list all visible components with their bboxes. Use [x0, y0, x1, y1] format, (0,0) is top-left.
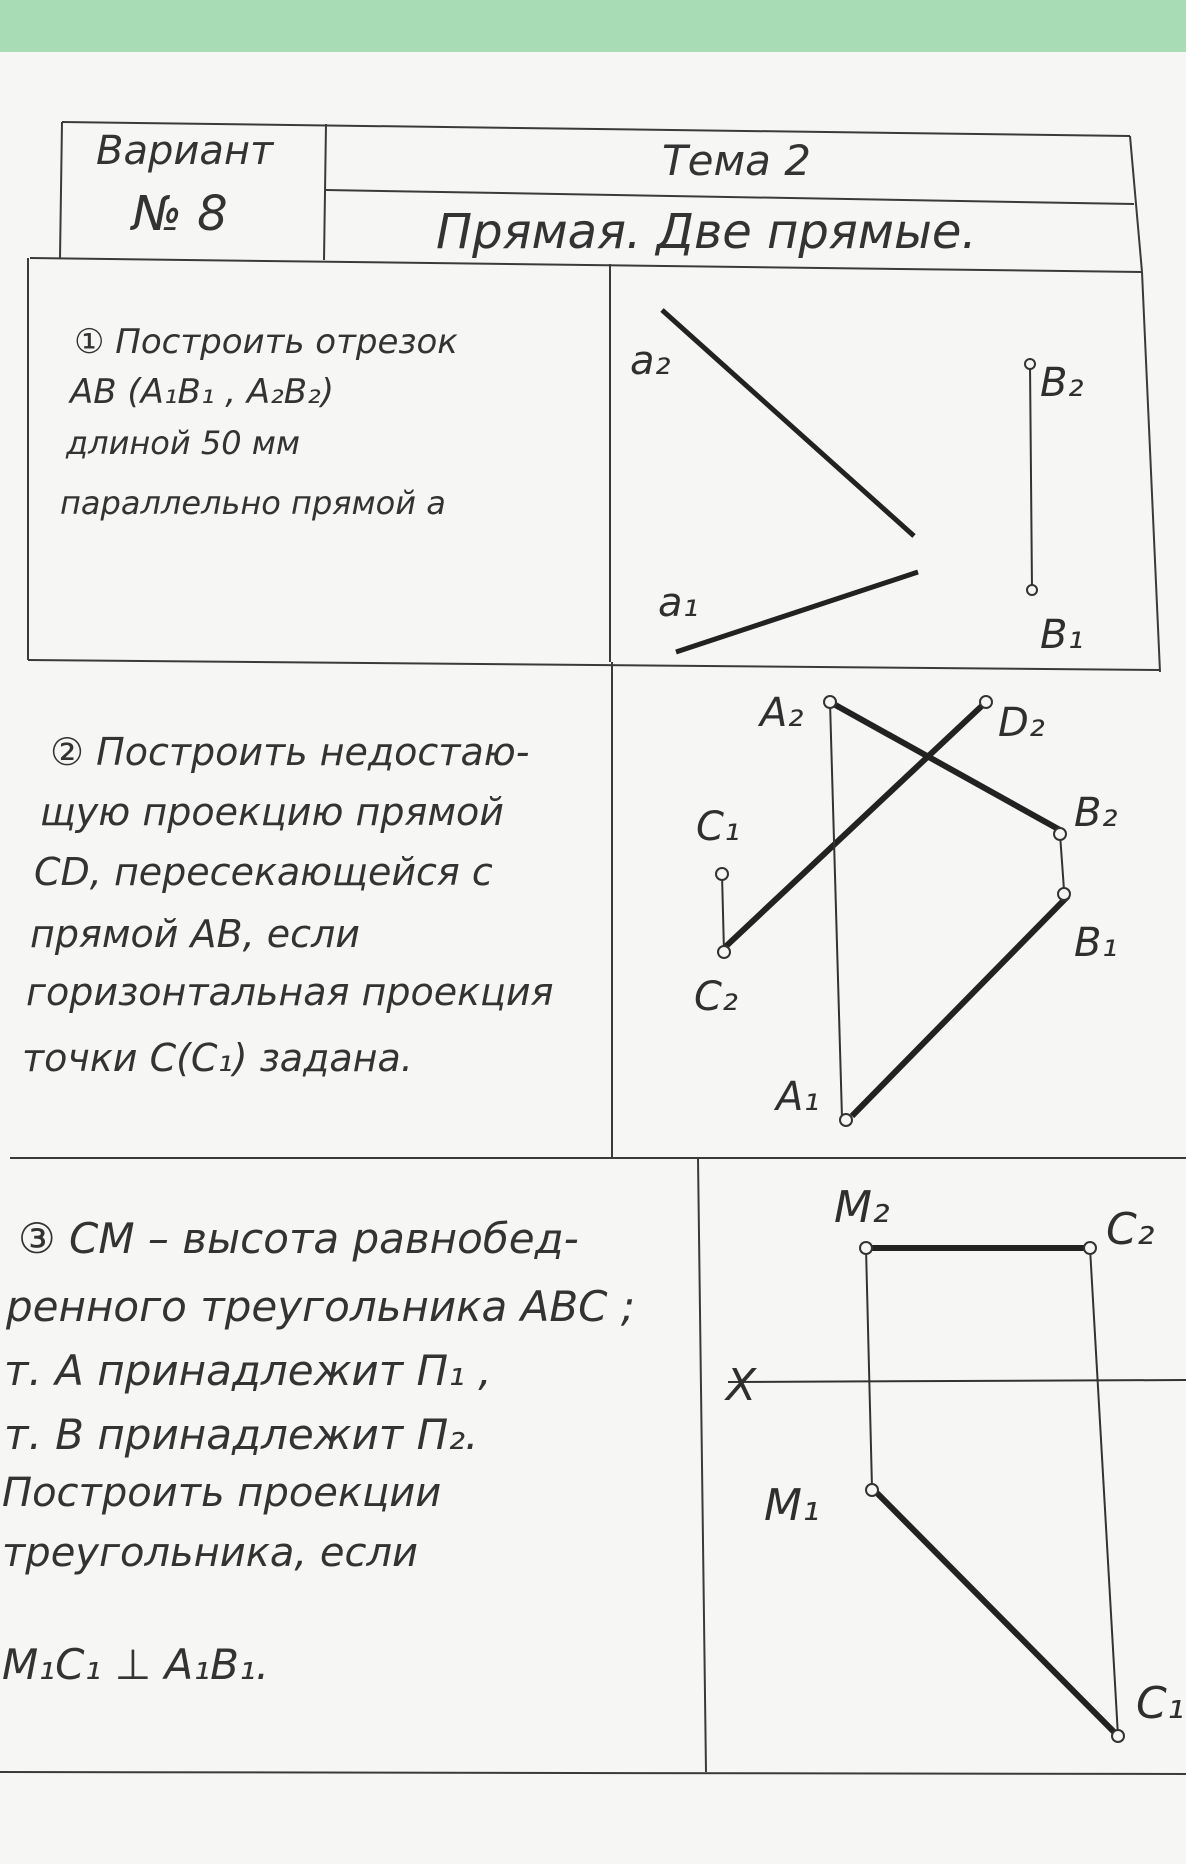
header-mid-line — [326, 190, 1134, 204]
label-C1: C₁ — [696, 804, 740, 850]
label-M2: M₂ — [834, 1182, 890, 1233]
task2-diagram — [694, 690, 1117, 1126]
task1-line-1: ① Построить отрезок — [74, 322, 458, 362]
task3-diagram — [724, 1182, 1186, 1742]
label-B2: B₂ — [1074, 790, 1118, 836]
line-A1B1 — [852, 896, 1068, 1116]
point-B1 — [1027, 585, 1037, 595]
label-C1: C₁ — [1136, 1678, 1185, 1729]
link-B2-B1 — [1060, 834, 1064, 890]
link-A2-A1 — [830, 702, 842, 1118]
task2-line-3: CD, пересекающейся с — [34, 850, 493, 894]
label-D2: D₂ — [998, 700, 1045, 746]
task3-line-6: треугольника, если — [2, 1530, 419, 1576]
variant-number: № 8 — [132, 186, 228, 242]
link-B2-B1 — [1030, 364, 1032, 590]
label-B2: B₂ — [1040, 360, 1084, 406]
header-left-border — [60, 122, 62, 258]
point-M2 — [860, 1242, 872, 1254]
topic-label: Тема 2 — [662, 136, 811, 185]
label-B1: B₁ — [1040, 612, 1084, 658]
label-C2: C₂ — [694, 974, 738, 1020]
task3-line-1: ③ CM – высота равнобед- — [18, 1214, 579, 1263]
point-D2 — [980, 696, 992, 708]
task3-line-8: M₁C₁ ⊥ A₁B₁. — [2, 1640, 270, 1689]
axis-x — [728, 1380, 1186, 1382]
header-bottom-border — [30, 258, 1142, 272]
task1-diagram — [630, 310, 1083, 658]
line-a2 — [662, 310, 914, 536]
task1-line-4: параллельно прямой a — [60, 484, 446, 522]
label-a2: a₂ — [630, 338, 671, 384]
topic-title: Прямая. Две прямые. — [436, 204, 977, 260]
label-A1: A₁ — [776, 1074, 820, 1120]
point-B2 — [1054, 828, 1066, 840]
point-C2 — [718, 946, 730, 958]
line-M1C1 — [872, 1488, 1118, 1736]
task3-line-3: т. A принадлежит П₁ , — [4, 1346, 492, 1395]
variant-label: Вариант — [96, 128, 274, 174]
task1-line-2: AB (A₁B₁ , A₂B₂) — [70, 372, 335, 412]
point-B2 — [1025, 359, 1035, 369]
point-A1 — [840, 1114, 852, 1126]
label-a1: a₁ — [658, 580, 699, 626]
point-A2 — [824, 696, 836, 708]
task3-bottom-border — [0, 1772, 1186, 1774]
link-C2-C1 — [1090, 1248, 1118, 1736]
task3-line-4: т. B принадлежит П₂. — [4, 1410, 479, 1459]
task2-line-4: прямой AB, если — [30, 912, 360, 956]
link-C1-C2 — [722, 874, 724, 952]
point-C1 — [1112, 1730, 1124, 1742]
task2-line-5: горизонтальная проекция — [26, 970, 554, 1014]
point-M1 — [866, 1484, 878, 1496]
task2-line-6: точки C(C₁) задана. — [22, 1036, 413, 1080]
label-X: X — [726, 1360, 757, 1411]
point-B1 — [1058, 888, 1070, 900]
line-C2D2 — [722, 702, 986, 950]
label-M1: M₁ — [764, 1480, 820, 1531]
line-a1 — [676, 572, 918, 652]
right-border-1 — [1142, 272, 1160, 672]
task1-line-3: длиной 50 мм — [66, 424, 301, 462]
link-M2-M1 — [866, 1248, 872, 1488]
point-C2 — [1084, 1242, 1096, 1254]
header-divider — [324, 124, 326, 260]
label-B1: B₁ — [1074, 920, 1118, 966]
task1-bottom-border — [28, 660, 1160, 670]
task3-line-5: Построить проекции — [2, 1470, 442, 1516]
task2-line-1: ② Построить недостаю- — [50, 730, 530, 774]
task3-line-2: ренного треугольника ABC ; — [6, 1282, 635, 1331]
label-C2: C₂ — [1106, 1204, 1155, 1255]
point-C1 — [716, 868, 728, 880]
label-A2: A₂ — [760, 690, 804, 736]
task3-divider — [698, 1158, 706, 1772]
task2-line-2: щую проекцию прямой — [40, 790, 504, 834]
